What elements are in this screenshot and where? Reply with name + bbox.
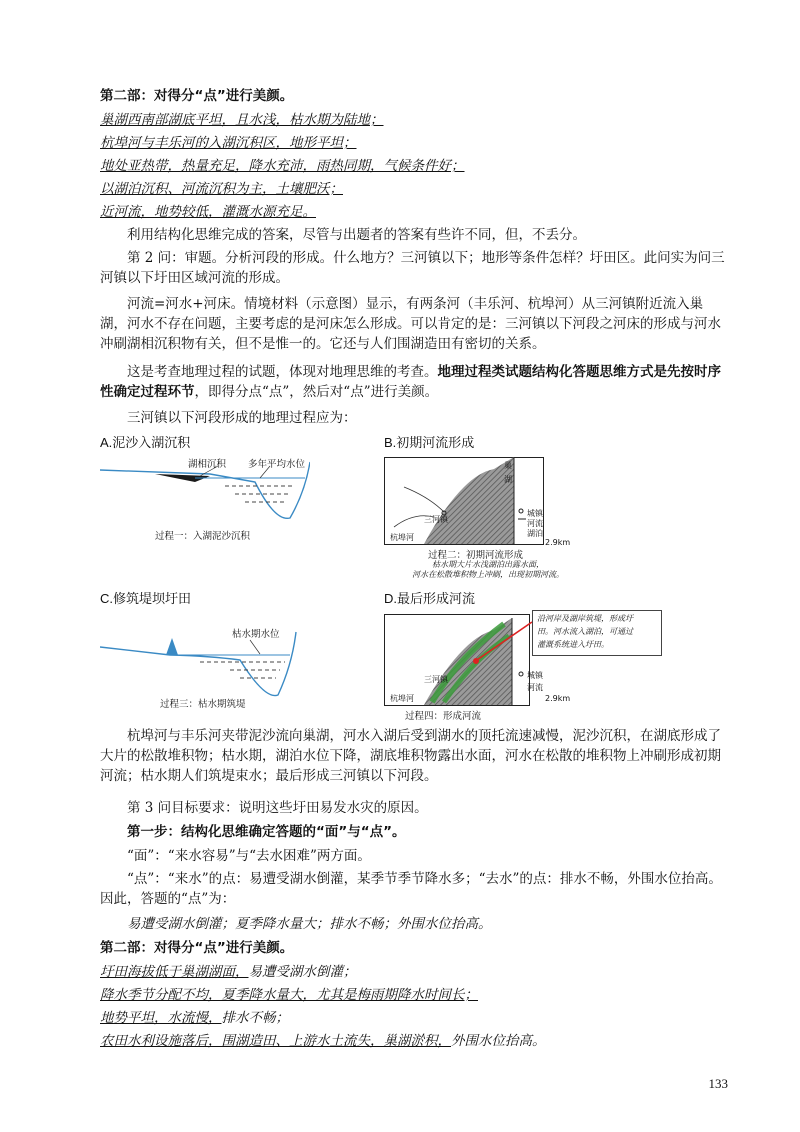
map-b-legend-river: 河流 (527, 519, 543, 528)
answer-line-3: 地处亚热带，热量充足，降水充沛，雨热同期，气候条件好； (100, 158, 465, 174)
figure-b-title: B.初期河流形成 (384, 435, 475, 450)
callout-line-1: 沿河岸及湖岸筑堤，形成圩 (537, 614, 633, 623)
map-b-legend-lake: 湖泊 (527, 529, 543, 538)
figure-c-title: C.修筑堤坝圩田 (100, 591, 192, 606)
q3-goal: 第 3 问目标要求：说明这些圩田易发水灾的原因。 (127, 800, 428, 816)
figure-d-callout (532, 610, 662, 656)
figure-d-caption: 过程四：形成河流 (405, 711, 482, 722)
figure-d-title: D.最后形成河流 (384, 591, 476, 606)
q3-mian: “面”：“来水容易”与“去水困难”两方面。 (127, 848, 371, 864)
q3-summary: 易遭受湖水倒灌；夏季降水量大；排水不畅；外围水位抬高。 (127, 916, 492, 932)
figure-b-caption: 过程二：初期河流形成 (428, 550, 524, 561)
figure-a-caption: 过程一：入湖泥沙沉积 (155, 531, 251, 542)
label-average-water-level: 多年平均水位 (248, 459, 306, 470)
map-d-legend-river: 河流 (527, 683, 543, 692)
q3-step1: 第一步：结构化思维确定答题的“面”与“点”。 (127, 824, 406, 840)
figure-c-caption: 过程三：枯水期筑堤 (160, 699, 246, 710)
answer-line-5: 近河流，地势较低，灌溉水源充足。 (100, 204, 316, 220)
q3-dian: “点”：“来水”的点：易遭受湖水倒灌，某季节季节降水多；“去水”的点：排水不畅，外围水位抬高。因此，答题的“点”为： (100, 871, 722, 907)
q2-paragraph-1: 第 2 问：审题。分析河段的形成。什么地方？三河镇以下；地形等条件怎样？圩田区。此问实为问三河镇以下圩田区域河流的形成。 (100, 250, 725, 286)
label-dry-season-level: 枯水期水位 (232, 629, 280, 640)
map-b-hangbu: 杭埠河 (390, 533, 414, 542)
q2-paragraph-3: 这是考查地理过程的试题，体现对地理思维的考查。地理过程类试题结构化答题思维方式是先按时序性确定过程环节，即得分点“点”，然后对“点”进行美颜。 (100, 364, 721, 400)
callout-line-2: 田。河水流入湖泊，可通过 (537, 627, 633, 636)
figure-c-diagram (100, 610, 300, 705)
q3-answer-4: 农田水利设施落后，围湖造田、上游水土流失，巢湖淤积，外围水位抬高。 (100, 1033, 546, 1049)
callout-line-3: 灌溉系统进入圩田。 (537, 640, 609, 649)
q3-answer-3: 地势平坦，水流慢，排水不畅； (100, 1010, 289, 1026)
page-number: 133 (708, 1076, 728, 1091)
q3-answer-2: 降水季节分配不均，夏季降水量大，尤其是梅雨期降水时间长； (100, 987, 478, 1003)
q2-paragraph-4: 三河镇以下河段形成的地理过程应为： (127, 410, 357, 426)
section-title-beautify-2: 第二部：对得分“点”进行美颜。 (100, 940, 294, 956)
map-b-chao: 巢 (504, 461, 512, 470)
label-lake-sediment: 湖相沉积 (188, 459, 227, 470)
map-b-hu: 湖 (504, 475, 512, 484)
map-b-scale: 2.9km (545, 538, 571, 547)
q2-process-paragraph: 杭埠河与丰乐河夹带泥沙流向巢湖，河水入湖后受到湖水的顶托流速减慢，泥沙沉积，在湖底形成了大片的松散堆积物；枯水期，湖泊水位下降，湖底堆积物露出水面，河水在松散的堆积物上冲刷形成初期河流；枯水期人们筑堤束水；最后形成三河镇以下河段。 (100, 728, 721, 784)
map-d-legend-town: 城镇 (527, 671, 543, 680)
answer-line-2: 杭埠河与丰乐河的入湖沉积区，地形平坦； (100, 135, 357, 151)
map-b-sanhe: 三河镇 (424, 515, 448, 524)
section-title-beautify-1: 第二部：对得分“点”进行美颜。 (100, 88, 294, 104)
figure-b-note-2: 河水在松散堆积物上冲刷，出现初期河流。 (412, 570, 564, 579)
note-paragraph: 利用结构化思维完成的答案，尽管与出题者的答案有些许不同，但，不丢分。 (127, 227, 586, 243)
figure-a-title: A.泥沙入湖沉积 (100, 435, 191, 450)
q3-answer-1: 圩田海拔低于巢湖湖面，易遭受湖水倒灌； (100, 964, 357, 980)
q2-paragraph-2: 河流=河水+河床。情境材料（示意图）显示，有两条河（丰乐河、杭埠河）从三河镇附近流入巢湖，河水不存在问题，主要考虑的是河床怎么形成。可以肯定的是：三河镇以下河段之河床的形成与河水冲刷湖相沉积物有关，但不是惟一的。它还与人们围湖造田有密切的关系。 (100, 296, 721, 352)
map-d-sanhe: 三河镇 (424, 675, 448, 684)
map-d-hangbu: 杭埠河 (390, 694, 414, 703)
answer-line-4: 以湖泊沉积、河流沉积为主，土壤肥沃； (100, 181, 343, 197)
figure-b-note-1: 枯水期大片水浅湖泊出露水面， (432, 560, 544, 569)
map-d-scale: 2.9km (545, 694, 571, 703)
answer-line-1: 巢湖西南部湖底平坦，且水浅，枯水期为陆地； (100, 112, 384, 128)
map-b-legend-town: 城镇 (527, 509, 543, 518)
